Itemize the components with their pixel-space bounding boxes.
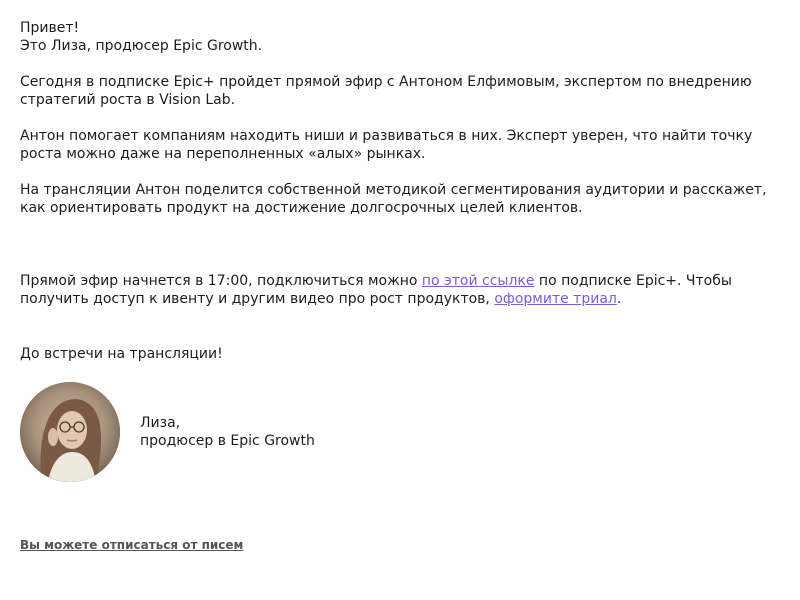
intro-paragraph: Сегодня в подписке Epic+ пройдет прямой эфир с Антоном Елфимовым, экспертом по внедрению стратегий роста в Vision Lab. — [20, 74, 752, 108]
access-text-middle: по подписке Epic+. Чтобы получить доступ к ивенту и другим видео про рост продуктов, — [20, 273, 732, 307]
avatar-photo-icon — [20, 382, 120, 482]
signature-name: Лиза, — [140, 415, 181, 431]
access-text-end: . — [616, 291, 622, 307]
greeting-intro: Это Лиза, продюсер Epic Growth. — [20, 38, 263, 54]
avatar — [20, 382, 120, 482]
anton-paragraph: Антон помогает компаниям находить ниши и развиваться в них. Эксперт уверен, что найти точку роста можно даже на переполненных «алых» рынках. — [20, 128, 753, 162]
access-paragraph — [20, 272, 790, 308]
unsubscribe-link[interactable]: Вы можете отписаться от писем — [20, 538, 244, 552]
access-text-start: Прямой эфир начнется в 17:00, подключиться можно — [20, 273, 422, 289]
goodbye-paragraph: До встречи на трансляции! — [20, 346, 223, 362]
greeting — [20, 19, 790, 55]
email-body — [20, 19, 790, 482]
greeting-hello: Привет! — [20, 20, 80, 36]
signature-text — [140, 414, 315, 450]
stream-link[interactable]: по этой ссылке — [421, 273, 535, 289]
trial-link[interactable]: оформите триал — [494, 291, 617, 307]
signature — [20, 382, 790, 482]
signature-role: продюсер в Epic Growth — [140, 433, 315, 449]
stream-paragraph: На трансляции Антон поделится собственной методикой сегментирования аудитории и расскажет, как ориентировать продукт на достижение долгосрочных целей клиентов. — [20, 182, 767, 216]
